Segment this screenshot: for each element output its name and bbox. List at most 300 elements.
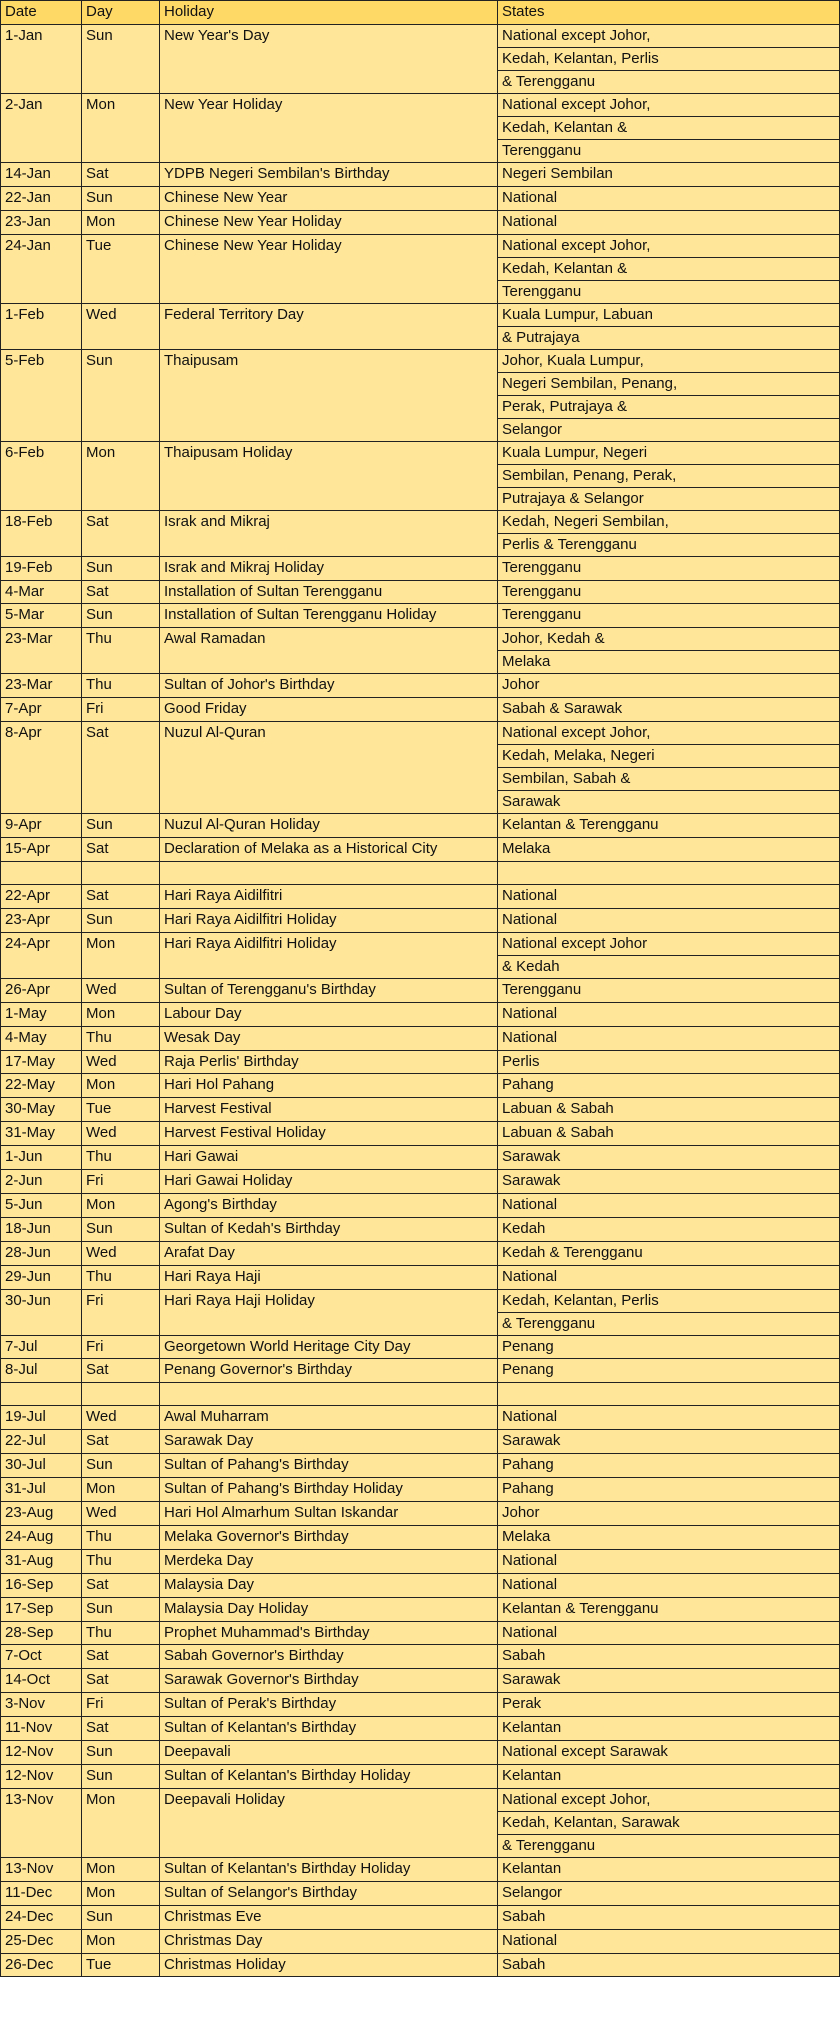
table-row <box>1 556 840 580</box>
date-cell: 7-Oct <box>1 1645 82 1669</box>
date-cell: 3-Nov <box>1 1693 82 1717</box>
date-cell: 1-Feb <box>1 303 82 349</box>
day-cell: Thu <box>82 1621 160 1645</box>
table-row <box>1 722 840 814</box>
date-cell: 18-Jun <box>1 1217 82 1241</box>
date-cell: 5-Mar <box>1 604 82 628</box>
states-line: & Putrajaya <box>502 328 580 346</box>
states-line: National except Johor, <box>498 1789 839 1812</box>
day-cell: Sun <box>82 1764 160 1788</box>
states-cell: Terengganu <box>498 604 840 628</box>
date-cell: 15-Apr <box>1 838 82 862</box>
day-cell: Sat <box>82 1669 160 1693</box>
day-cell: Thu <box>82 1525 160 1549</box>
states-cell <box>498 349 840 441</box>
states-cell: Labuan & Sabah <box>498 1098 840 1122</box>
day-cell <box>82 1383 160 1406</box>
states-cell <box>498 441 840 510</box>
holiday-cell: Hari Hol Almarhum Sultan Iskandar <box>160 1502 498 1526</box>
table-row <box>1 1669 840 1693</box>
day-cell: Wed <box>82 303 160 349</box>
holiday-cell: Prophet Muhammad's Birthday <box>160 1621 498 1645</box>
holiday-cell: Sarawak Governor's Birthday <box>160 1669 498 1693</box>
states-line: Kedah, Kelantan, Perlis <box>498 48 839 71</box>
table-row <box>1 604 840 628</box>
states-cell: Perlis <box>498 1050 840 1074</box>
table-row <box>1 1717 840 1741</box>
states-line: Perak, Putrajaya & <box>498 396 839 419</box>
day-cell: Sat <box>82 1573 160 1597</box>
day-cell: Mon <box>82 93 160 162</box>
holiday-cell: Sultan of Johor's Birthday <box>160 674 498 698</box>
states-cell <box>498 1289 840 1335</box>
header-states: States <box>498 1 840 25</box>
table-row <box>1 1026 840 1050</box>
states-line: Kedah, Negeri Sembilan, <box>498 511 839 534</box>
holiday-cell: Declaration of Melaka as a Historical City <box>160 838 498 862</box>
date-cell: 7-Apr <box>1 698 82 722</box>
holiday-cell: Melaka Governor's Birthday <box>160 1525 498 1549</box>
day-cell: Thu <box>82 628 160 674</box>
holiday-cell: Raja Perlis' Birthday <box>160 1050 498 1074</box>
date-cell: 2-Jun <box>1 1170 82 1194</box>
table-row <box>1 1502 840 1526</box>
day-cell: Mon <box>82 1478 160 1502</box>
day-cell: Sat <box>82 1645 160 1669</box>
holiday-cell: Agong's Birthday <box>160 1193 498 1217</box>
date-cell: 22-Jul <box>1 1430 82 1454</box>
table-row <box>1 1788 840 1857</box>
holiday-cell: Sultan of Kelantan's Birthday Holiday <box>160 1857 498 1881</box>
states-line: Johor, Kuala Lumpur, <box>498 350 839 373</box>
holiday-cell: Thaipusam <box>160 349 498 441</box>
table-row <box>1 1193 840 1217</box>
table-row <box>1 1454 840 1478</box>
day-cell: Sat <box>82 722 160 814</box>
holiday-cell: Malaysia Day Holiday <box>160 1597 498 1621</box>
date-cell: 22-May <box>1 1074 82 1098</box>
states-cell: National <box>498 1573 840 1597</box>
date-cell: 28-Jun <box>1 1241 82 1265</box>
states-cell: Sarawak <box>498 1170 840 1194</box>
day-cell: Wed <box>82 1406 160 1430</box>
holiday-cell: Israk and Mikraj <box>160 510 498 556</box>
table-row <box>1 932 840 978</box>
date-cell: 7-Jul <box>1 1335 82 1359</box>
holiday-cell: Nuzul Al-Quran Holiday <box>160 814 498 838</box>
holiday-cell: Hari Gawai <box>160 1146 498 1170</box>
table-body <box>1 24 840 1977</box>
states-cell <box>498 628 840 674</box>
day-cell: Tue <box>82 1953 160 1977</box>
date-cell: 25-Dec <box>1 1929 82 1953</box>
states-cell: National <box>498 1002 840 1026</box>
table-row <box>1 1265 840 1289</box>
day-cell: Wed <box>82 1122 160 1146</box>
day-cell: Fri <box>82 1289 160 1335</box>
states-line: Negeri Sembilan, Penang, <box>498 373 839 396</box>
states-cell <box>498 510 840 556</box>
date-cell: 22-Jan <box>1 186 82 210</box>
table-row <box>1 1549 840 1573</box>
day-cell: Sat <box>82 1717 160 1741</box>
day-cell: Sun <box>82 186 160 210</box>
states-cell <box>498 861 840 884</box>
date-cell: 26-Apr <box>1 978 82 1002</box>
holiday-cell: Hari Raya Aidilfitri Holiday <box>160 932 498 978</box>
states-cell: National <box>498 1265 840 1289</box>
states-line: Kedah, Kelantan, Sarawak <box>498 1812 839 1835</box>
states-cell: National <box>498 210 840 234</box>
date-cell: 8-Jul <box>1 1359 82 1383</box>
table-row <box>1 884 840 908</box>
states-cell <box>498 234 840 303</box>
date-cell: 30-Jul <box>1 1454 82 1478</box>
states-cell: Penang <box>498 1359 840 1383</box>
states-line: Kedah, Kelantan & <box>498 258 839 281</box>
date-cell: 19-Feb <box>1 556 82 580</box>
date-cell: 26-Dec <box>1 1953 82 1977</box>
day-cell: Wed <box>82 1241 160 1265</box>
day-cell: Wed <box>82 1502 160 1526</box>
states-cell: Pahang <box>498 1454 840 1478</box>
table-row <box>1 1953 840 1977</box>
day-cell: Mon <box>82 441 160 510</box>
date-cell: 30-May <box>1 1098 82 1122</box>
date-cell: 23-Mar <box>1 674 82 698</box>
states-cell: Kelantan & Terengganu <box>498 814 840 838</box>
table-row <box>1 978 840 1002</box>
date-cell: 30-Jun <box>1 1289 82 1335</box>
day-cell: Mon <box>82 932 160 978</box>
holiday-cell: Christmas Day <box>160 1929 498 1953</box>
date-cell: 12-Nov <box>1 1741 82 1765</box>
table-row <box>1 1122 840 1146</box>
date-cell: 13-Nov <box>1 1788 82 1857</box>
date-cell: 1-May <box>1 1002 82 1026</box>
states-cell: Sabah <box>498 1645 840 1669</box>
day-cell <box>82 861 160 884</box>
states-line: National except Johor <box>498 933 839 956</box>
holiday-cell: Sultan of Terengganu's Birthday <box>160 978 498 1002</box>
day-cell: Sat <box>82 580 160 604</box>
day-cell: Thu <box>82 1549 160 1573</box>
table-row <box>1 1050 840 1074</box>
states-cell: National <box>498 1621 840 1645</box>
date-cell: 1-Jan <box>1 24 82 93</box>
holiday-cell: Sultan of Pahang's Birthday <box>160 1454 498 1478</box>
table-row <box>1 628 840 674</box>
table-row <box>1 1573 840 1597</box>
states-cell: Sarawak <box>498 1669 840 1693</box>
day-cell: Sat <box>82 1430 160 1454</box>
date-cell: 31-Aug <box>1 1549 82 1573</box>
date-cell: 23-Jan <box>1 210 82 234</box>
table-row <box>1 1430 840 1454</box>
date-cell <box>1 861 82 884</box>
table-row <box>1 1098 840 1122</box>
states-cell: Negeri Sembilan <box>498 162 840 186</box>
states-line: Selangor <box>502 420 563 438</box>
table-row <box>1 1217 840 1241</box>
states-cell <box>498 1383 840 1406</box>
day-cell: Sun <box>82 908 160 932</box>
table-row <box>1 1383 840 1406</box>
states-cell: Kedah & Terengganu <box>498 1241 840 1265</box>
states-cell: Kelantan <box>498 1717 840 1741</box>
table-row <box>1 1289 840 1335</box>
states-cell: Melaka <box>498 1525 840 1549</box>
holiday-cell: Hari Hol Pahang <box>160 1074 498 1098</box>
states-line: Terengganu <box>502 141 582 159</box>
table-row <box>1 1241 840 1265</box>
date-cell: 14-Jan <box>1 162 82 186</box>
date-cell: 19-Jul <box>1 1406 82 1430</box>
day-cell: Thu <box>82 1146 160 1170</box>
table-row <box>1 1478 840 1502</box>
states-cell: National <box>498 908 840 932</box>
day-cell: Thu <box>82 1265 160 1289</box>
states-cell: National <box>498 1026 840 1050</box>
states-line: Terengganu <box>502 282 582 300</box>
states-cell: Labuan & Sabah <box>498 1122 840 1146</box>
states-cell: Penang <box>498 1335 840 1359</box>
states-cell: National <box>498 1193 840 1217</box>
table-row <box>1 1621 840 1645</box>
date-cell: 8-Apr <box>1 722 82 814</box>
day-cell: Sun <box>82 349 160 441</box>
holiday-cell <box>160 861 498 884</box>
holiday-cell: Penang Governor's Birthday <box>160 1359 498 1383</box>
day-cell: Sat <box>82 838 160 862</box>
date-cell: 4-May <box>1 1026 82 1050</box>
day-cell: Mon <box>82 1002 160 1026</box>
day-cell: Wed <box>82 978 160 1002</box>
states-line: National except Johor, <box>498 722 839 745</box>
states-cell: National <box>498 1549 840 1573</box>
table-row <box>1 1170 840 1194</box>
table-row <box>1 441 840 510</box>
day-cell: Mon <box>82 1857 160 1881</box>
table-row <box>1 1146 840 1170</box>
date-cell: 5-Jun <box>1 1193 82 1217</box>
holiday-cell: Sabah Governor's Birthday <box>160 1645 498 1669</box>
table-row <box>1 698 840 722</box>
date-cell: 6-Feb <box>1 441 82 510</box>
date-cell: 31-Jul <box>1 1478 82 1502</box>
day-cell: Thu <box>82 1026 160 1050</box>
table-row <box>1 24 840 93</box>
day-cell: Sun <box>82 1217 160 1241</box>
states-line: Melaka <box>502 653 551 671</box>
states-line: & Terengganu <box>502 1836 596 1854</box>
holiday-cell: New Year Holiday <box>160 93 498 162</box>
holiday-cell: Wesak Day <box>160 1026 498 1050</box>
table-row <box>1 1764 840 1788</box>
day-cell: Sun <box>82 1741 160 1765</box>
holiday-cell: Sultan of Pahang's Birthday Holiday <box>160 1478 498 1502</box>
states-line: & Kedah <box>502 957 560 975</box>
states-line: Perlis & Terengganu <box>502 535 637 553</box>
table-row <box>1 1335 840 1359</box>
day-cell: Mon <box>82 1193 160 1217</box>
states-cell: Sabah & Sarawak <box>498 698 840 722</box>
header-holiday: Holiday <box>160 1 498 25</box>
states-cell <box>498 1788 840 1857</box>
date-cell: 23-Mar <box>1 628 82 674</box>
day-cell: Tue <box>82 234 160 303</box>
day-cell: Tue <box>82 1098 160 1122</box>
date-cell: 29-Jun <box>1 1265 82 1289</box>
date-cell: 12-Nov <box>1 1764 82 1788</box>
states-cell <box>498 722 840 814</box>
states-cell: Kedah <box>498 1217 840 1241</box>
states-cell: Perak <box>498 1693 840 1717</box>
states-cell: Pahang <box>498 1478 840 1502</box>
states-cell: Selangor <box>498 1881 840 1905</box>
holiday-cell <box>160 1383 498 1406</box>
states-cell: Kelantan & Terengganu <box>498 1597 840 1621</box>
states-cell: Sabah <box>498 1953 840 1977</box>
holiday-cell: Chinese New Year Holiday <box>160 234 498 303</box>
holiday-cell: Deepavali <box>160 1741 498 1765</box>
table-row <box>1 674 840 698</box>
header-date: Date <box>1 1 82 25</box>
table-row <box>1 580 840 604</box>
states-line: Kuala Lumpur, Labuan <box>498 304 839 327</box>
states-cell: Johor <box>498 1502 840 1526</box>
holiday-cell: Arafat Day <box>160 1241 498 1265</box>
states-cell: Kelantan <box>498 1857 840 1881</box>
states-cell: National <box>498 186 840 210</box>
states-line: Putrajaya & Selangor <box>502 489 644 507</box>
states-cell: National <box>498 1929 840 1953</box>
table-row <box>1 1002 840 1026</box>
states-cell: Terengganu <box>498 978 840 1002</box>
date-cell: 22-Apr <box>1 884 82 908</box>
states-cell: Terengganu <box>498 556 840 580</box>
states-cell: Pahang <box>498 1074 840 1098</box>
day-cell: Sat <box>82 1359 160 1383</box>
holiday-cell: Harvest Festival <box>160 1098 498 1122</box>
date-cell: 17-May <box>1 1050 82 1074</box>
holiday-cell: Awal Muharram <box>160 1406 498 1430</box>
states-cell: Sarawak <box>498 1146 840 1170</box>
date-cell: 11-Nov <box>1 1717 82 1741</box>
day-cell: Fri <box>82 1693 160 1717</box>
states-line: Sembilan, Sabah & <box>498 768 839 791</box>
states-line: Johor, Kedah & <box>498 628 839 651</box>
table-row <box>1 1905 840 1929</box>
states-cell: Sabah <box>498 1905 840 1929</box>
holiday-cell: Hari Raya Aidilfitri Holiday <box>160 908 498 932</box>
date-cell: 31-May <box>1 1122 82 1146</box>
date-cell: 24-Jan <box>1 234 82 303</box>
table-row <box>1 1929 840 1953</box>
date-cell: 13-Nov <box>1 1857 82 1881</box>
table-row <box>1 186 840 210</box>
table-row <box>1 210 840 234</box>
states-line: Kedah, Kelantan & <box>498 117 839 140</box>
states-cell <box>498 24 840 93</box>
holiday-cell: Thaipusam Holiday <box>160 441 498 510</box>
holiday-cell: Hari Raya Haji Holiday <box>160 1289 498 1335</box>
holiday-cell: Sultan of Kedah's Birthday <box>160 1217 498 1241</box>
day-cell: Sat <box>82 510 160 556</box>
date-cell: 4-Mar <box>1 580 82 604</box>
date-cell: 14-Oct <box>1 1669 82 1693</box>
date-cell: 24-Dec <box>1 1905 82 1929</box>
day-cell: Mon <box>82 1929 160 1953</box>
day-cell: Mon <box>82 1074 160 1098</box>
table-row <box>1 1857 840 1881</box>
holiday-cell: Chinese New Year Holiday <box>160 210 498 234</box>
holiday-cell: Awal Ramadan <box>160 628 498 674</box>
states-cell: Kelantan <box>498 1764 840 1788</box>
holiday-cell: Harvest Festival Holiday <box>160 1122 498 1146</box>
states-line: Kedah, Kelantan, Perlis <box>498 1290 839 1313</box>
states-cell: Melaka <box>498 838 840 862</box>
holiday-cell: New Year's Day <box>160 24 498 93</box>
table-row <box>1 162 840 186</box>
table-row <box>1 908 840 932</box>
states-cell: Terengganu <box>498 580 840 604</box>
holiday-cell: Hari Raya Haji <box>160 1265 498 1289</box>
holiday-cell: Hari Raya Aidilfitri <box>160 884 498 908</box>
holiday-cell: Sarawak Day <box>160 1430 498 1454</box>
day-cell: Mon <box>82 210 160 234</box>
holiday-cell: Christmas Eve <box>160 1905 498 1929</box>
states-line: National except Johor, <box>498 25 839 48</box>
states-cell <box>498 932 840 978</box>
day-cell: Sat <box>82 162 160 186</box>
holiday-cell: Labour Day <box>160 1002 498 1026</box>
holiday-cell: Chinese New Year <box>160 186 498 210</box>
holiday-cell: Sultan of Perak's Birthday <box>160 1693 498 1717</box>
date-cell: 18-Feb <box>1 510 82 556</box>
holiday-cell: Sultan of Kelantan's Birthday Holiday <box>160 1764 498 1788</box>
table-row <box>1 838 840 862</box>
date-cell: 24-Aug <box>1 1525 82 1549</box>
table-row <box>1 303 840 349</box>
date-cell: 2-Jan <box>1 93 82 162</box>
holiday-cell: Installation of Sultan Terengganu <box>160 580 498 604</box>
holiday-cell: Sultan of Kelantan's Birthday <box>160 1717 498 1741</box>
states-cell: National except Sarawak <box>498 1741 840 1765</box>
states-line: & Terengganu <box>502 1314 596 1332</box>
day-cell: Sun <box>82 556 160 580</box>
table-row <box>1 1359 840 1383</box>
date-cell: 28-Sep <box>1 1621 82 1645</box>
holiday-cell: Federal Territory Day <box>160 303 498 349</box>
date-cell: 17-Sep <box>1 1597 82 1621</box>
states-line: & Terengganu <box>502 72 596 90</box>
table-row <box>1 1741 840 1765</box>
states-line: Sembilan, Penang, Perak, <box>498 465 839 488</box>
day-cell: Sun <box>82 604 160 628</box>
states-cell <box>498 303 840 349</box>
states-cell: Johor <box>498 674 840 698</box>
states-line: National except Johor, <box>498 235 839 258</box>
header-row <box>1 1 840 25</box>
table-row <box>1 814 840 838</box>
holiday-cell: Hari Gawai Holiday <box>160 1170 498 1194</box>
table-row <box>1 510 840 556</box>
date-cell: 11-Dec <box>1 1881 82 1905</box>
table-row <box>1 349 840 441</box>
day-cell: Mon <box>82 1881 160 1905</box>
date-cell: 23-Apr <box>1 908 82 932</box>
